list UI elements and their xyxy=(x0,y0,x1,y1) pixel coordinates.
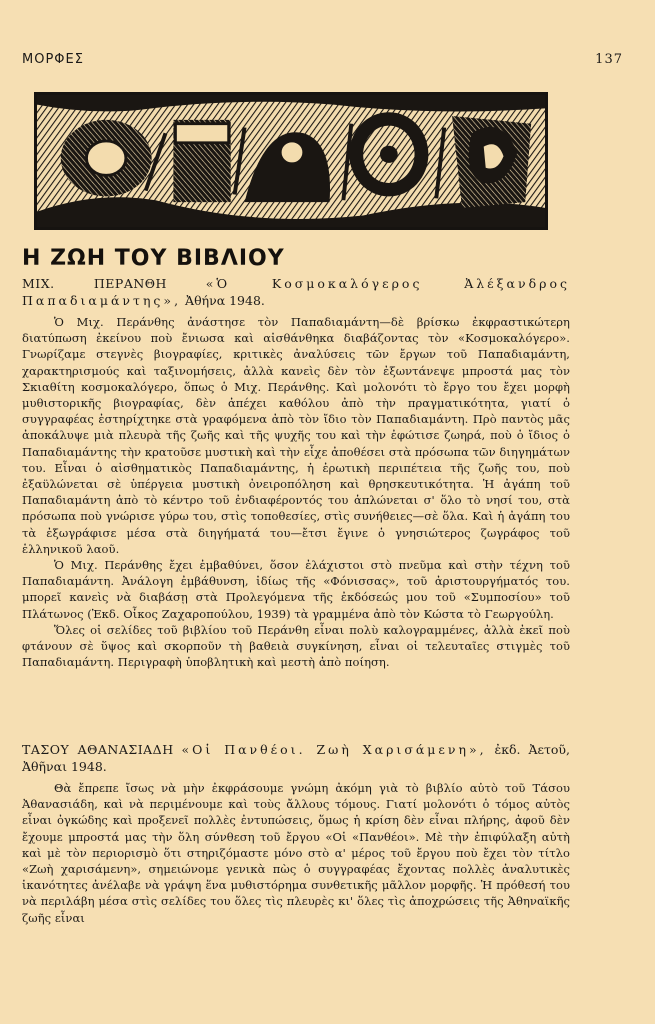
review-publication: ἐκδ. Ἀετοῦ, Ἀθῆναι 1948. xyxy=(22,742,570,774)
review-author: ΜΙΧ. ΠΕΡΑΝΘΗ xyxy=(22,276,167,291)
woodcut-banner xyxy=(34,92,548,230)
woodcut-illustration xyxy=(37,95,545,227)
review-heading xyxy=(22,742,570,775)
page-number: 137 xyxy=(595,52,623,67)
review-athanasiadis xyxy=(22,742,570,926)
review-paragraph: Ὅλες οἱ σελίδες τοῦ βιβλίου τοῦ Περάνθη εἶναι πολὺ καλογραμμένες, ἀλλὰ ἐκεῖ ποὺ φτάνουν σὲ ὕψος καὶ σκορποῦν τὴ βαθειὰ συγκίνηση, εἶναι οἱ τελευταῖες στιγμὲς τοῦ Παπαδιαμάντη. Περιγραφὴ ὑποβλητικὴ καὶ μεστὴ ἀπὸ ποίηση. xyxy=(22,622,570,670)
review-publication: Ἀθήνα 1948. xyxy=(185,292,265,308)
review-paragraph: Θὰ ἔπρεπε ἴσως νὰ μὴν ἐκφράσουμε γνώμη ἀκόμη γιὰ τὸ βιβλίο αὐτὸ τοῦ Τάσου Ἀθανασιάδη, καὶ νὰ περιμένουμε καὶ τοὺς ἄλλους τόμους. Γιατί μολονότι ὁ τόμος αὐτὸς εἶναι ὀγκώδης καὶ προξενεῖ πολλὲς ἐντυπώσεις, ὅμως ἡ κρίση δὲν εἶναι πλήρης, ἀφοῦ δὲν ἔχουμε μπροστά μας τὴν ὅλη σύνθεση τοῦ ἔργου «Οἱ «Πανθέοι». Μὲ τὴν ἐπιφύλαξη αὐτὴ καὶ μὲ τὸν περιορισμὸ ὅτι στηριζόμαστε μόνο στὸ α' μέρος τοῦ ἔργου ποὺ ἔχει τὸν τίτλο «Ζωὴ χαρισάμενη», σημειώνομε γενικὰ πὼς ὁ συγγραφέας ἔχοντας πολλὲς ἀναλυτικὲς ἱκανότητες ἀνέλαβε νὰ γράψη ἕνα μυθιστόρημα συνθετικῆς μᾶλλον μορφῆς. Ἡ πρόθεσή του νὰ περιλάβη μέσα στὶς σελίδες του ὅλες τὶς πλευρὲς κι' ὅλες τὶς ἀποχρώσεις τῆς Ἀθηναϊκῆς ζωῆς εἶναι xyxy=(22,781,570,925)
review-book-title: «Ὁ Κοσμοκαλόγερος Ἀλέξανδρος Παπαδιαμάντης», xyxy=(22,276,570,308)
running-title: ΜΟΡΦΕΣ xyxy=(22,52,84,67)
review-peranthis xyxy=(22,276,570,670)
section-title: Η ΖΩΗ ΤΟΥ ΒΙΒΛΙΟΥ xyxy=(22,246,285,271)
review-paragraph: Ὁ Μιχ. Περάνθης ἀνάστησε τὸν Παπαδιαμάντη—δὲ βρίσκω ἐκφραστικώτερη διατύπωση ἐκείνου ποὺ ἔνιωσα καὶ αἰσθάνθηκα διαβάζοντας τὸν «Κοσμοκαλόγερο». Γνωρίζαμε στεγνὲς βιογραφίες, κριτικὲς ἀναλύσεις τῶν ἔργων τοῦ Παπαδιαμάντη, χαρακτηρισμούς καὶ ταξινομήσεις, ἀλλὰ κανεὶς δὲν τὸν ἐξωντάνεψε μπροστά μας τὸν Σκιαθίτη κοσμοκαλόγερο, ὅπως ὁ Μιχ. Περάνθης. Καὶ μολονότι τὸ ἔργο του ἔχει μορφὴ μυθιστορικῆς βιογραφίας, δὲν ἀπέχει καθόλου ἀπὸ τὴν πραγματικότητα, γιατί ὁ συγγραφέας ἐστηρίχτηκε στὰ γραφόμενα ἀπὸ τὸν ἴδιο τὸν Παπαδιαμάντη. Πρὸ παντὸς μᾶς ἀποκάλυψε μιὰ πλευρὰ τῆς ζωῆς καὶ τῆς ψυχῆς του καὶ τὴν ἐφώτισε ζωηρά, ποὺ ὁ ἴδιος ὁ Παπαδιαμάντης τὴν κρατοῦσε μυστικὴ καὶ τὴν εἶχε ἀποθέσει στὰ πρόσωπα τῶν διηγημάτων του. Εἶναι ὁ αἰσθηματικὸς Παπαδιαμάντης, ἡ ἐρωτικὴ περιπέτεια τῆς ζωῆς του, ποὺ ἐξαϋλώνεται σὲ ὑπέργεια μυστικὴ ὀνειροπόληση καὶ θρησκευτικότητα. Ἡ ἀγάπη τοῦ Παπαδιαμάντη ἀπὸ τὸ κέντρο τοῦ ἐνδιαφέροντός του ἁπλώνεται σ' ὅλο τὸ νησί του, στὰ πρόσωπα ποὺ γνώρισε γύρω του, στὶς τοποθεσίες, στὶς συνήθειες—σὲ ὅλα. Καὶ ἡ ἀγάπη του τὰ ἐξωγράφισε μέσα στὰ διηγήματά του—ἔτσι ἔγινε ὁ γνησιώτερος ζωγράφος τοῦ ἑλληνικοῦ λαοῦ. xyxy=(22,315,570,556)
review-author: ΤΑΣΟΥ ΑΘΑΝΑΣΙΑΔΗ xyxy=(22,742,174,757)
running-head xyxy=(22,52,633,70)
review-heading xyxy=(22,276,570,309)
review-paragraph: Ὁ Μιχ. Περάνθης ἔχει ἐμβαθύνει, ὅσον ἐλάχιστοι στὸ πνεῦμα καὶ στὴν τέχνη τοῦ Παπαδιαμάντη. Ἀνάλογη ἐμβάθυνση, ἰδίως τῆς «Φόνισσας», τοῦ ἀριστουργήματός του. μπορεῖ κανεὶς νὰ διαβάσῃ στὰ Προλεγόμενα τῆς ἐκδόσεώς μου τοῦ «Συμποσίου» τοῦ Πλάτωνος (Ἐκδ. Οἶκος Ζαχαροπούλου, 1939) τὰ γραμμένα ἀπὸ τὸν Κώστα τὸ Γεωργούλη. xyxy=(22,558,570,621)
review-book-title: «Οἱ Πανθέοι. Ζωὴ Χαρισάμενη», xyxy=(181,742,487,757)
